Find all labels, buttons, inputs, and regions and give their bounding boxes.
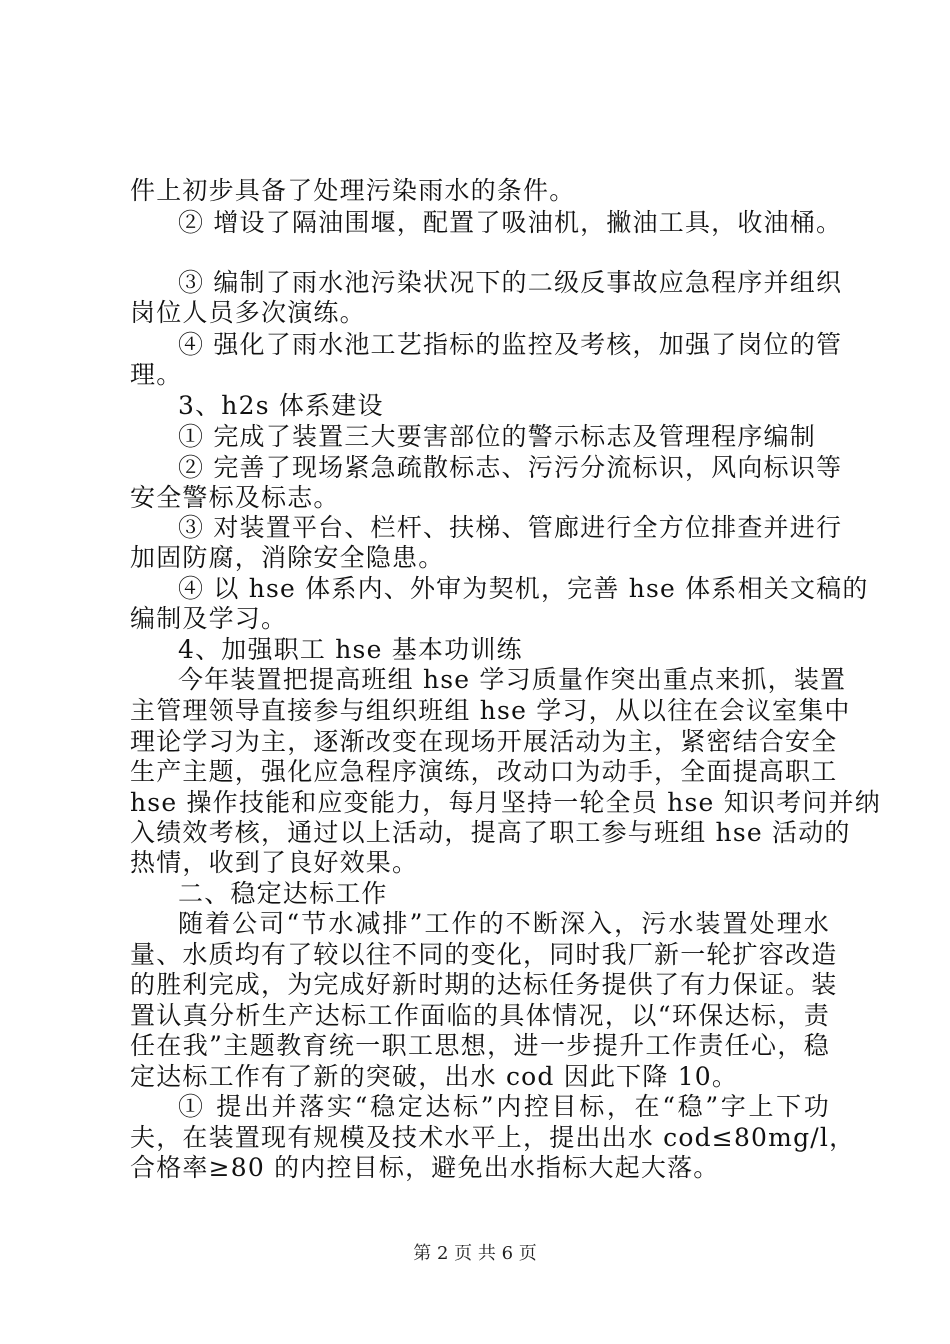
section-heading: 4、加强职工 hse 基本功训练 [178,635,523,664]
list-item-line: ④ 以 hse 体系内、外审为契机，完善 hse 体系相关文稿的 [178,574,869,603]
section-heading: 二、稳定达标工作 [178,879,388,908]
body-text-line: 加固防腐，消除安全隐患。 [130,543,445,572]
list-item-line: ① 完成了装置三大要害部位的警示标志及管理程序编制 [178,422,816,451]
body-text-line: hse 操作技能和应变能力，每月坚持一轮全员 hse 知识考问并纳 [130,788,881,817]
body-text-line: 定达标工作有了新的突破，出水 cod 因此下降 10。 [130,1062,739,1091]
body-text-line: 今年装置把提高班组 hse 学习质量作突出重点来抓，装置 [178,665,847,694]
body-text-line: 的胜利完成，为完成好新时期的达标任务提供了有力保证。装 [130,970,838,999]
body-text-line: 安全警标及标志。 [130,483,340,512]
list-item-line: ① 提出并落实“稳定达标”内控目标，在“稳”字上下功 [178,1092,830,1121]
body-text-line: 随着公司“节水减排”工作的不断深入，污水装置处理水 [178,909,830,938]
list-item-line: ④ 强化了雨水池工艺指标的监控及考核，加强了岗位的管 [178,330,843,359]
section-heading: 3、h2s 体系建设 [178,391,384,420]
body-text-line: 岗位人员多次演练。 [130,298,366,327]
body-text-line: 夫，在装置现有规模及技术水平上，提出出水 cod≤80mg/l， [130,1123,856,1152]
list-item-line: ② 完善了现场紧急疏散标志、污污分流标识，风向标识等 [178,453,843,482]
body-text-line: 生产主题，强化应急程序演练，改动口为动手，全面提高职工 [130,757,838,786]
list-item-line: ③ 编制了雨水池污染状况下的二级反事故应急程序并组织 [178,268,843,297]
list-item-line: ③ 对装置平台、栏杆、扶梯、管廊进行全方位排查并进行 [178,513,843,542]
body-text-line: 主管理领导直接参与组织班组 hse 学习，从以往在会议室集中 [130,696,851,725]
body-text-line: 合格率≥80 的内控目标，避免出水指标大起大落。 [130,1153,720,1182]
body-text-line: 编制及学习。 [130,604,288,633]
body-text-line: 任在我”主题教育统一职工思想，进一步提升工作责任心，稳 [130,1031,830,1060]
list-item-line: ② 增设了隔油围堰，配置了吸油机，撇油工具，收油桶。 [178,208,843,237]
page-number-footer: 第 2 页 共 6 页 [413,1243,537,1264]
body-text-line: 理论学习为主，逐渐改变在现场开展活动为主，紧密结合安全 [130,727,838,756]
body-text-line: 热情，收到了良好效果。 [130,848,419,877]
body-text-line: 量、水质均有了较以往不同的变化，同时我厂新一轮扩容改造 [130,940,838,969]
body-text-line: 置认真分析生产达标工作面临的具体情况，以“环保达标，责 [130,1001,830,1030]
body-text-line: 理。 [130,360,183,389]
body-text-line: 件上初步具备了处理污染雨水的条件。 [130,176,576,205]
body-text-line: 入绩效考核，通过以上活动，提高了职工参与班组 hse 活动的 [130,818,851,847]
